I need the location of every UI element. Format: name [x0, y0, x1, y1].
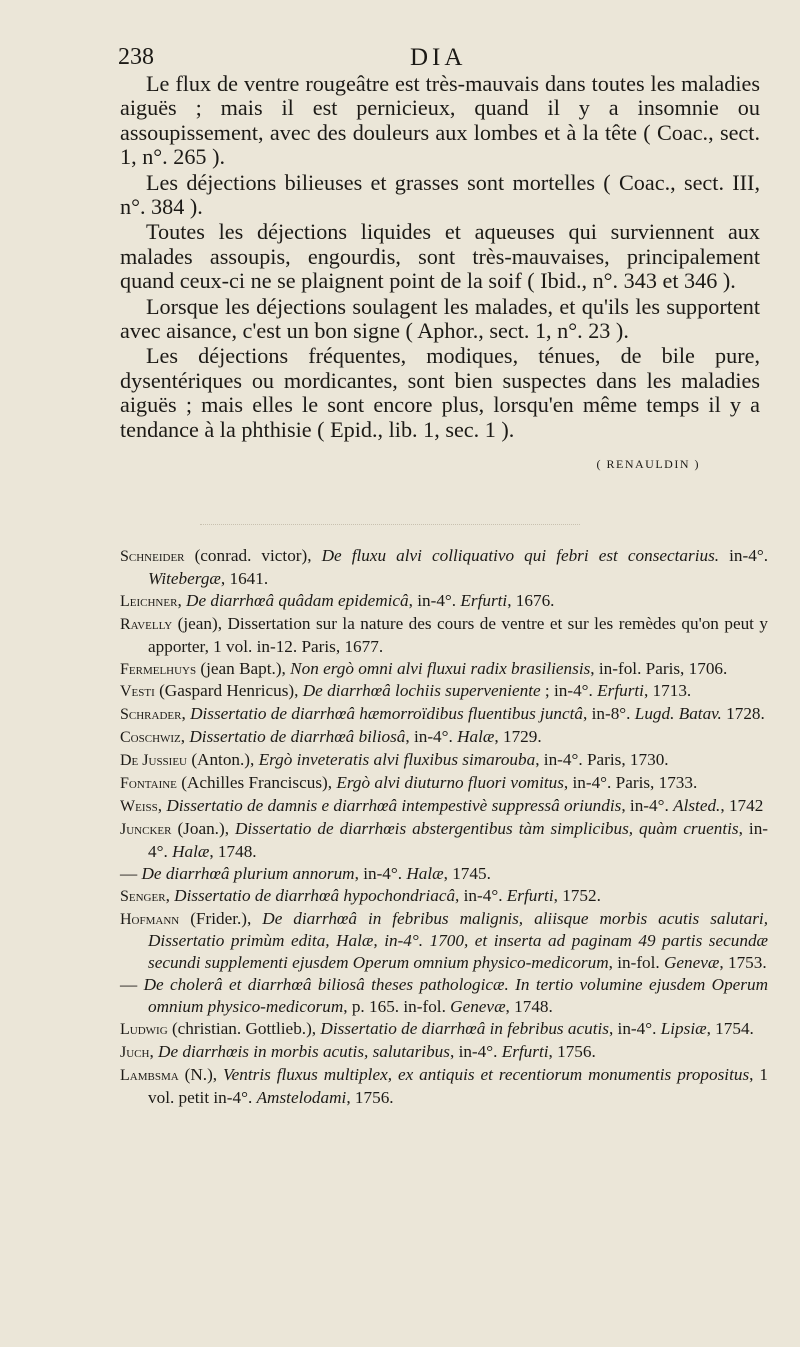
bib-details: , in-4°.	[621, 795, 674, 815]
bib-title: Dissertatio de diarrhœâ hæmorroïdibus fluentibus junctâ	[190, 704, 584, 724]
bib-author: Ludwig	[120, 1021, 168, 1039]
bibliography-entry	[120, 1041, 768, 1064]
bib-author: Weiss	[120, 797, 158, 815]
bib-author: Ravelly	[120, 615, 173, 633]
bib-place: Lipsiæ	[660, 1019, 707, 1039]
bib-details: , in-4°.	[449, 1041, 502, 1061]
bib-details: , in-4°.	[148, 818, 769, 861]
bib-place: Halæ	[406, 863, 444, 883]
bib-date: , 1676.	[507, 590, 555, 610]
bib-title: De diarrhœâ lochiis superveniente	[302, 681, 541, 701]
bibliography-entry	[120, 818, 768, 863]
bibliography-entry	[120, 726, 768, 749]
section-divider	[200, 524, 580, 525]
page-number: 238	[118, 44, 154, 70]
bib-author: Lambsma	[120, 1066, 179, 1084]
bib-author: De Jussieu	[120, 752, 188, 770]
bib-title: De diarrhœâ quâdam epidemicâ	[186, 590, 409, 610]
bib-place: Genevæ	[664, 953, 720, 973]
paragraph: Toutes les déjections liquides et aqueuses qui surviennent aux malades assoupis, engourdis, sont très-mauvaises, principalement quand ceux-ci ne se plaignent point de la soif ( Ibid., n°. 343 et 346 ).	[120, 219, 760, 294]
bibliography-entry	[120, 680, 768, 703]
bib-author: Schrader	[120, 706, 182, 724]
bib-details: , in-fol. Paris, 1706.	[590, 658, 728, 678]
bib-details: (conrad. victor),	[184, 546, 322, 565]
bibliography-entry	[120, 974, 768, 1018]
bib-details: , in-4°. Paris, 1733.	[563, 773, 698, 793]
bib-place: Halæ	[172, 841, 210, 861]
bibliography-entry	[120, 590, 768, 613]
bib-date: , 1748.	[505, 997, 553, 1017]
bib-title: Ergò alvi diuturno fluori vomitus	[336, 773, 564, 793]
author-signature: ( RENAULDIN )	[596, 457, 700, 472]
bib-title: Dissertatio de diarrhœâ hypochondriacâ	[174, 885, 456, 905]
bib-place: Alsted.	[673, 795, 721, 815]
bib-details: ,	[181, 704, 191, 724]
bib-date: , 1752.	[553, 885, 601, 905]
bib-details: ; in-4°.	[540, 681, 598, 701]
bib-date: , 1756.	[548, 1041, 596, 1061]
bib-details: , in-4°.	[354, 863, 407, 883]
bib-details: ,	[157, 795, 167, 815]
bib-details: , in-4°.	[408, 590, 461, 610]
bib-title: Dissertatio de diarrhœâ in febribus acutis	[320, 1019, 609, 1039]
bib-title: Dissertatio de diarrhœâ biliosâ	[189, 727, 406, 747]
bib-date: , 1754.	[706, 1019, 754, 1039]
page-header	[118, 44, 758, 74]
bib-title: De fluxu alvi colliquativo qui febri est consectarius.	[321, 546, 720, 565]
bib-title: De cholerâ et diarrhœâ biliosâ theses pathologicæ. In tertio volumine ejusdem Operum omnium physico-medicorum	[143, 975, 769, 1017]
bib-place: Halæ	[457, 727, 495, 747]
article-body	[120, 72, 760, 477]
bib-title: Dissertatio de diarrhœis abstergentibus tàm simplicibus, quàm cruentis	[234, 818, 739, 838]
bib-author: Senger	[120, 887, 166, 905]
bib-date: , 1753.	[719, 953, 767, 973]
bibliography-entry	[120, 1064, 768, 1109]
bib-date: , 1713.	[643, 681, 692, 701]
bibliography-entry	[120, 749, 768, 772]
bib-title: Dissertatio de damnis e diarrhœâ intempestivè suppressâ oriundis	[166, 795, 622, 815]
bib-place: Genevæ	[450, 997, 506, 1017]
bib-details: ,	[149, 1041, 159, 1061]
bib-details: —	[120, 975, 144, 995]
bib-details: (Anton.),	[187, 750, 259, 770]
bib-details: , in-4°.	[608, 1019, 661, 1039]
bib-author: Leichner	[120, 592, 178, 610]
bib-title: Non ergò omni alvi fluxui radix brasiliensis	[290, 658, 591, 678]
bib-date: , 1756.	[346, 1087, 394, 1107]
bibliography-entry	[120, 1018, 768, 1041]
bib-title: De diarrhœis in morbis acutis, salutaribus	[158, 1041, 450, 1061]
bibliography-entry	[120, 908, 768, 975]
bib-title: Ventris fluxus multiplex, ex antiquis et recentiorum monumentis propositus	[223, 1064, 750, 1084]
bibliography-entry	[120, 772, 768, 795]
bib-place: Erfurti	[460, 590, 508, 610]
bib-details: (N.),	[178, 1064, 224, 1084]
bib-author: Coschwiz	[120, 729, 181, 747]
bibliography-entry	[120, 613, 768, 658]
bib-details: (Gaspard Henricus),	[154, 681, 303, 701]
bib-author: Hofmann	[120, 910, 180, 928]
bib-author: Vesti	[120, 683, 155, 701]
bib-date: 1728.	[721, 704, 765, 724]
bib-details: ,	[165, 885, 175, 905]
bib-place: Erfurti	[501, 1041, 549, 1061]
bibliography-entry	[120, 658, 768, 681]
bib-date: , 1748.	[209, 841, 257, 861]
bib-details: (Achilles Franciscus),	[176, 773, 337, 793]
bib-details: in-4°.	[719, 546, 768, 565]
paragraph: Le flux de ventre rougeâtre est très-mauvais dans toutes les maladies aiguës ; mais il est pernicieux, quand il y a insomnie ou assoupissement, avec des douleurs aux lombes et à la tête ( Coac., sect. 1, n°. 265 ).	[120, 71, 760, 170]
bibliography-entry	[120, 863, 768, 885]
bibliography-entry	[120, 703, 768, 726]
paragraph: Les déjections bilieuses et grasses sont mortelles ( Coac., sect. III, n°. 384 ).	[120, 169, 760, 220]
paragraph: Les déjections fréquentes, modiques, ténues, de bile pure, dysentériques ou mordicantes, sont bien suspectes dans les maladies aiguës ; mais elles le sont encore plus, lorsqu'en même temps il y a tendance à la phthisie ( Epid., lib. 1, sec. 1 ).	[120, 343, 760, 442]
bib-place: Witebergæ	[148, 568, 221, 588]
bib-place: Amstelodami	[256, 1087, 347, 1107]
bib-details: ,	[180, 727, 190, 747]
bib-author: Fermelhuys	[120, 660, 197, 678]
paragraph: Lorsque les déjections soulagent les malades, et qu'ils les supportent avec aisance, c'est un bon signe ( Aphor., sect. 1, n°. 23 ).	[120, 293, 760, 344]
bib-place: Erfurti	[597, 681, 644, 701]
bib-place: Erfurti	[506, 885, 554, 905]
bibliography-entry	[120, 545, 768, 590]
bib-details: , in-4°.	[455, 885, 507, 905]
bib-date: , 1742	[720, 795, 764, 815]
bib-author: Schneider	[120, 548, 185, 565]
bib-details: , in-fol.	[608, 953, 665, 973]
bib-details: ,	[177, 590, 187, 610]
bib-date: , 1745.	[443, 863, 491, 883]
bib-details: —	[120, 863, 142, 883]
running-head: DIA	[410, 44, 467, 71]
bib-details: , in-4°.	[405, 727, 458, 747]
bib-details: , in-8°.	[583, 704, 635, 724]
bib-place: Lugd. Batav.	[634, 704, 722, 724]
bib-author: Fontaine	[120, 775, 177, 793]
bib-author: Juch	[120, 1043, 150, 1061]
bib-details: (Joan.),	[171, 818, 235, 838]
bib-details: , p. 165. in-fol.	[343, 997, 451, 1017]
bib-title: Ergò inveteratis alvi fluxibus simarouba	[258, 750, 536, 770]
bib-details: (jean), Dissertation sur la nature des cours de ventre et sur les remèdes qu'on peut y apporter, 1 vol. in-12. Paris, 1677.	[148, 613, 768, 656]
bib-author: Juncker	[120, 820, 172, 838]
bibliography-entry	[120, 795, 768, 818]
bib-title: De diarrhœâ plurium annorum	[141, 863, 355, 883]
bib-date: , 1641.	[220, 568, 269, 588]
bib-details: (Frider.),	[179, 908, 263, 928]
bib-details: (jean Bapt.),	[196, 658, 291, 678]
bib-details: , in-4°. Paris, 1730.	[535, 750, 669, 770]
bib-date: , 1729.	[494, 727, 542, 747]
bib-details: (christian. Gottlieb.),	[167, 1019, 321, 1039]
bibliography	[120, 545, 768, 1109]
bib-title: De diarrhœâ in febribus malignis, aliisque morbis acutis salutari, Dissertatio primùm edita, Halæ, in-4°. 1700, et inserta ad paginam 49 partis secundæ secundi supplementi ejusdem Operum omnium physico-medicorum	[148, 908, 768, 973]
bibliography-entry	[120, 885, 768, 908]
bib-details: , 1 vol. petit in-4°.	[148, 1064, 768, 1107]
